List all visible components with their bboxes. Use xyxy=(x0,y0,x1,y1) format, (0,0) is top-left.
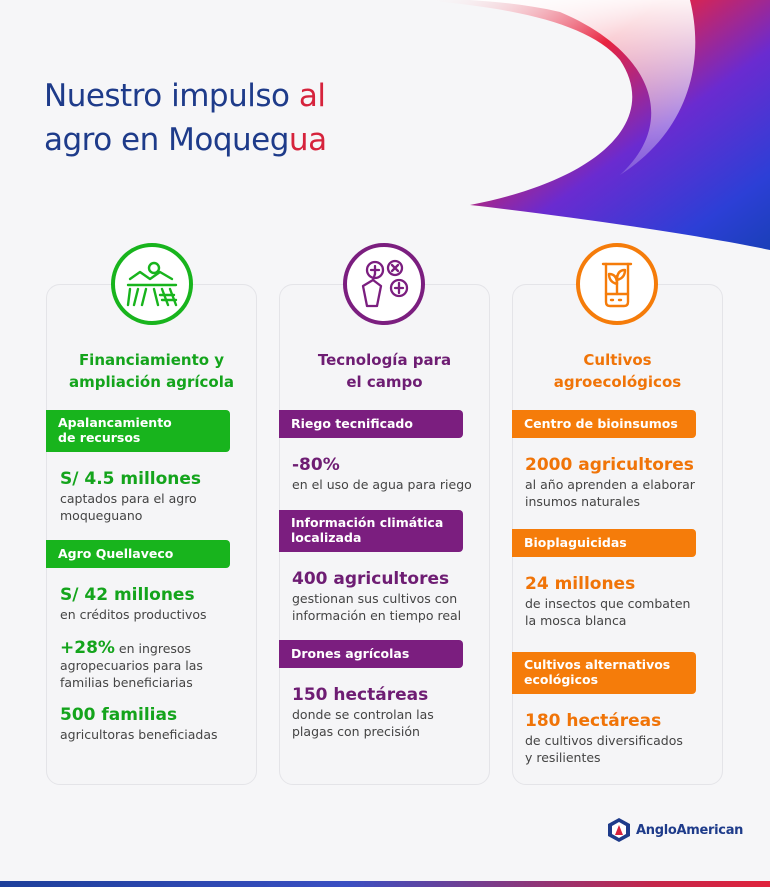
stat-description: gestionan sus cultivos con información en tiempo real xyxy=(292,591,462,623)
farm-field-icon xyxy=(111,243,193,325)
stat-value: S/ 42 millones xyxy=(60,585,195,605)
page-title: Nuestro impulso al agro en Moquegua xyxy=(44,78,327,158)
column-heading-cultivos: Cultivos agroecológicos xyxy=(553,351,682,391)
stat-description: de cultivos diversificados y resilientes xyxy=(525,733,683,765)
stat-description: agricultoras beneficiadas xyxy=(60,727,218,742)
column-heading-tecnologia: Tecnología para el campo xyxy=(317,351,452,391)
farm-technology-icon xyxy=(343,243,425,325)
stat-description: al año aprenden a elaborar insumos naturales xyxy=(525,477,695,509)
stat-value: S/ 4.5 millones xyxy=(60,469,202,489)
stat-value: 400 agricultores xyxy=(292,569,450,589)
tag-bioplaguicidas: Bioplaguicidas xyxy=(512,529,696,557)
tag-riego-tecnificado: Riego tecnificado xyxy=(279,410,463,438)
tag-informacion-climatica: Información climática localizada xyxy=(279,510,463,552)
stat-value: 180 hectáreas xyxy=(525,711,662,731)
tag-agro-quellaveco: Agro Quellaveco xyxy=(46,540,230,568)
tag-centro-bioinsumos: Centro de bioinsumos xyxy=(512,410,696,438)
stat-description: donde se controlan las plagas con precisión xyxy=(292,707,434,739)
seedling-jar-icon xyxy=(576,243,658,325)
stat-description: en créditos productivos xyxy=(60,607,207,622)
bottom-gradient-bar xyxy=(0,881,770,887)
anglo-american-logo-icon xyxy=(606,816,632,844)
stat-value: 24 millones xyxy=(525,574,636,594)
stat-value: 150 hectáreas xyxy=(292,685,429,705)
stat-value: 2000 agricultores xyxy=(525,455,694,475)
stat-description: en el uso de agua para riego xyxy=(292,477,472,492)
tag-cultivos-alternativos: Cultivos alternativos ecológicos xyxy=(512,652,696,694)
anglo-american-logo xyxy=(606,816,743,844)
tag-apalancamiento: Apalancamiento de recursos xyxy=(46,410,230,452)
stat-value: -80% xyxy=(292,455,340,475)
tag-drones-agricolas: Drones agrícolas xyxy=(279,640,463,668)
column-heading-financiamiento: Financiamiento y ampliación agrícola xyxy=(69,351,234,391)
stat-description: +28% en ingresos agropecuarios para las familias beneficiarias xyxy=(60,638,203,690)
stat-description: de insectos que combaten la mosca blanca xyxy=(525,596,691,628)
stat-value: +28% xyxy=(60,638,115,658)
stat-description: captados para el agro moqueguano xyxy=(60,491,197,523)
stat-value: 500 familias xyxy=(60,705,178,725)
logo-text: AngloAmerican xyxy=(636,822,744,838)
